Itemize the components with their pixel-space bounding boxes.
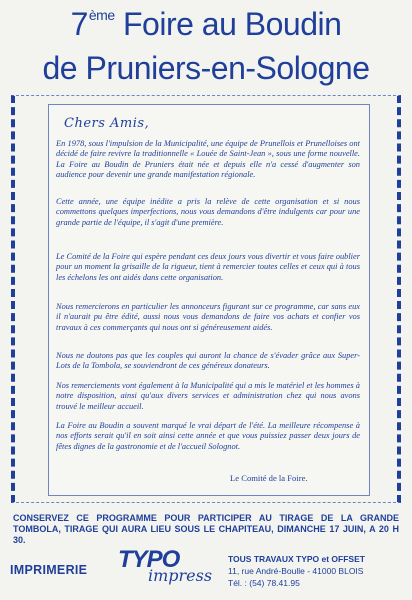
letter-paragraph-7: La Foire au Boudin a souvent marqué le vrai départ de l'été. La meilleure récompense à nos efforts serait qu'il en soit ainsi cette année et que vous puissiez passer deux jours de fêtes dignes de la gastronomie et de l'accueil Solognot. xyxy=(56,421,360,451)
letter-paragraph-6: Nos remerciements vont également à la Municipalité qui a mis le matériel et les hommes à notre disposition, ainsi qu'aux divers services et administration chez qui nous avons trouvé le meilleur accueil. xyxy=(56,381,360,411)
title-number: 7 xyxy=(70,6,88,42)
letter-paragraph-3: Le Comité de la Foire qui espère pendant ces deux jours vous divertir et vous faire oublier pour un moment la grisaille de la rigueur, tient à remercier toutes celles et ceux qui à tous les échelons les ont aidés dans cette organisation. xyxy=(56,252,360,282)
contact-phone: Tél. : (54) 78.41.95 xyxy=(228,578,300,588)
letter-paragraph-4: Nous remercierons en particulier les annonceurs figurant sur ce programme, car sans eux il n'aurait pu être édité, aussi nous vous demandons de faire vos achats et confier vos travaux à ces commerçants qui nous ont si généreusement aidés. xyxy=(56,302,360,332)
typo-impress-logo xyxy=(112,546,222,592)
letter-paragraph-1: En 1978, sous l'impulsion de la Municipalité, une équipe de Prunellois et Prunelloises ont décidé de faire revivre la traditionnelle « Louée de Saint-Jean », sous une forme nouvelle. La Foire au Boudin de Pruniers était née et depuis elle n'a cessé d'augmenter son audience pour devenir une grande manifestation régionale. xyxy=(56,139,360,179)
letter-signature: Le Comité de la Foire. xyxy=(230,473,308,483)
title-line-1 xyxy=(0,6,412,43)
letter-paragraph-5: Nous ne doutons pas que les couples qui auront la chance de s'évader grâce aux Super-Lots de la Tombola, se souviendront de ces généreux donateurs. xyxy=(56,351,360,371)
title-line-2: de Pruniers-en-Sologne xyxy=(42,50,370,86)
title-event: Foire au Boudin xyxy=(123,6,342,42)
letter-salutation: Chers Amis, xyxy=(64,116,150,131)
title-superscript: ème xyxy=(88,7,115,23)
contact-address: 11, rue André-Boulle - 41000 BLOIS xyxy=(228,566,364,576)
logo-word-impress: impress xyxy=(148,566,213,585)
contact-services: TOUS TRAVAUX TYPO et OFFSET xyxy=(228,554,365,564)
printer-contact xyxy=(228,553,404,589)
letter-paragraph-2: Cette année, une équipe inédite a pris la relève de cette organisation et si nous commettons quelques imperfections, nous vous demandons d'être indulgents car pour une grande partie de l'équipe, il s'agit d'une première. xyxy=(56,197,360,227)
printer-label: IMPRIMERIE xyxy=(10,563,88,577)
tombola-notice: CONSERVEZ CE PROGRAMME POUR PARTICIPER AU TIRAGE DE LA GRANDE TOMBOLA, TIRAGE QUI AURA LIEU SOUS LE CHAPITEAU, DIMANCHE 17 JUIN, A 20 H 30. xyxy=(13,513,399,545)
logo-word-typo: TYPO xyxy=(118,546,180,573)
